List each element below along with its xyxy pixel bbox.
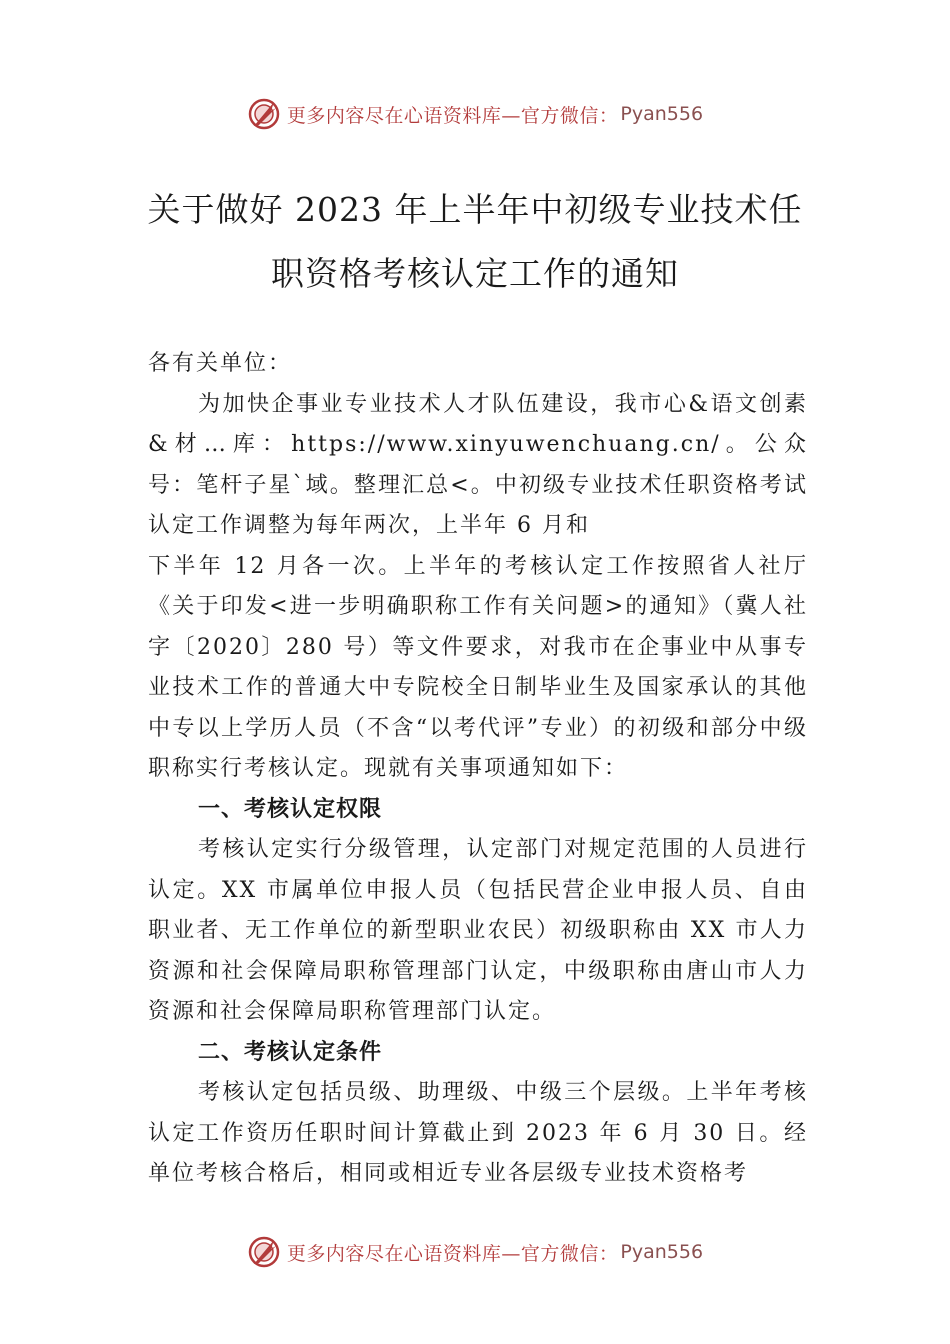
header-brand-text: 更多内容尽在心语资料库—官方微信： <box>286 104 619 127</box>
header-wechat-id: Pyan556 <box>620 103 704 125</box>
document-body <box>148 344 808 1195</box>
footer-watermark <box>0 1232 950 1272</box>
section-1-body: 考核认定实行分级管理，认定部门对规定范围的人员进行认定。XX 市属单位申报人员（包括民营企业申报人员、自由职业者、无工作单位的新型职业农民）初级职称由 XX 市人力资源和社会保障局职称管理部门认定，中级职称由唐山市人力资源和社会保障局职称管理部门认定。 <box>148 837 808 1024</box>
title-line-2: 职资格考核认定工作的通知 <box>271 254 679 293</box>
footer-wechat-id: Pyan556 <box>620 1241 704 1263</box>
header-watermark <box>0 94 950 134</box>
title-line-1: 关于做好 2023 年上半年中初级专业技术任 <box>147 190 803 229</box>
section-1-heading: 一、考核认定权限 <box>198 796 383 822</box>
salutation: 各有关单位： <box>148 351 293 376</box>
section-2-body: 考核认定包括员级、助理级、中级三个层级。上半年考核认定工作资历任职时间计算截止到 2023 年 6 月 30 日。经单位考核合格后，相同或相近专业各层级专业技术资格考 <box>148 1080 808 1186</box>
intro-paragraph-2: 下半年 12 月各一次。上半年的考核认定工作按照省人社厅《关于印发<进一步明确职称工作有关问题>的通知》（冀人社字〔2020〕280 号）等文件要求，对我市在企事业中从事专业技术工作的普通大中专院校全日制毕业生及国家承认的其他中专以上学历人员（不含“以考代评”专业）的初级和部分中级职称实行考核认定。现就有关事项通知如下： <box>148 553 808 781</box>
footer-brand-text: 更多内容尽在心语资料库—官方微信： <box>286 1242 619 1265</box>
intro-paragraph-1: 为加快企事业专业技术人才队伍建设，我市心&语文创素&材…库：https://www.xinyuwenchuang.cn/。公众号：笔杆子星`域。整理汇总<。中初级专业技术任职资格考试认定工作调整为每年两次，上半年 6 月和 <box>148 391 808 538</box>
section-2-heading: 二、考核认定条件 <box>198 1039 383 1065</box>
quill-seal-logo-icon <box>247 97 281 131</box>
quill-seal-logo-icon <box>247 1235 281 1269</box>
document-title <box>120 178 830 306</box>
